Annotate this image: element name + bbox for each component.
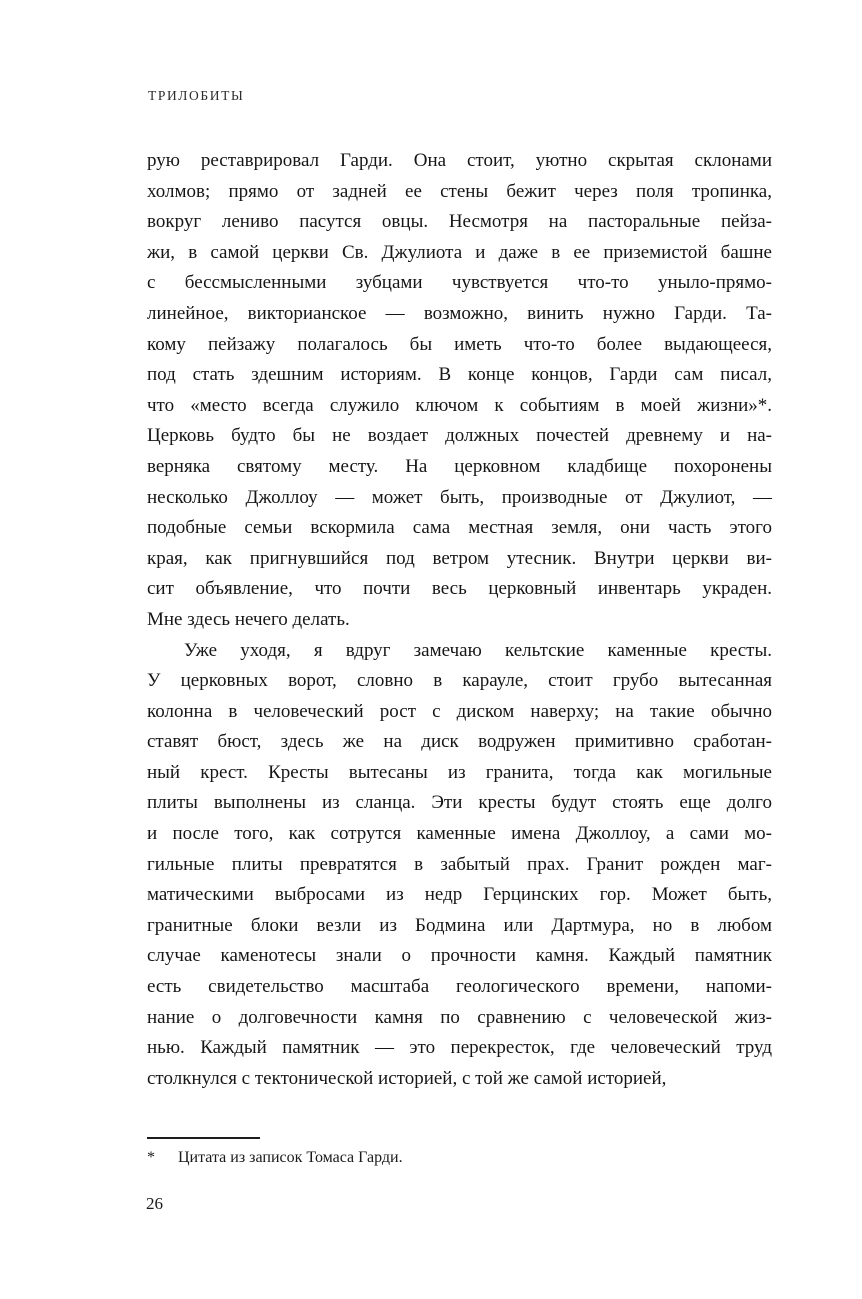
- text-line: Мне здесь нечего делать.: [147, 608, 350, 630]
- text-line: вокруг лениво пасутся овцы. Несмотря на пасторальные пейза-: [147, 211, 772, 233]
- text-line: линейное, викторианское — возможно, винить нужно Гарди. Та-: [147, 302, 772, 324]
- text-line: что «место всегда служило ключом к событиям в моей жизни»*.: [147, 394, 772, 416]
- text-line: кому пейзажу полагалось бы иметь что-то более выдающееся,: [147, 333, 772, 355]
- text-line: плиты выполнены из сланца. Эти кресты будут стоять еще долго: [147, 792, 772, 814]
- text-line: У церковных ворот, словно в карауле, стоит грубо вытесанная: [147, 670, 772, 692]
- text-line: с бессмысленными зубцами чувствуется что-то уныло-прямо-: [147, 272, 772, 294]
- text-line: сит объявление, что почти весь церковный инвентарь украден.: [147, 578, 772, 600]
- text-line: матическими выбросами из недр Герцинских гор. Может быть,: [147, 884, 772, 906]
- page-number: 26: [146, 1194, 163, 1213]
- text-line: рую реставрировал Гарди. Она стоит, уютно скрытая склонами: [147, 150, 772, 171]
- text-line: нью. Каждый памятник — это перекресток, где человеческий труд: [147, 1037, 772, 1059]
- text-line: под стать здешним историям. В конце концов, Гарди сам писал,: [147, 364, 772, 386]
- text-line: гильные плиты превратятся в забытый прах. Гранит рожден маг-: [147, 853, 772, 875]
- footnote-text: Цитата из записок Томаса Гарди.: [178, 1149, 403, 1166]
- text-line: верняка святому месту. На церковном кладбище похоронены: [147, 455, 772, 477]
- text-line: ставят бюст, здесь же на диск водружен примитивно сработан-: [147, 731, 772, 753]
- paragraph: [147, 636, 772, 1095]
- text-line: случае каменотесы знали о прочности камня. Каждый памятник: [147, 945, 772, 967]
- footnote: [147, 1147, 772, 1169]
- text-line: холмов; прямо от задней ее стены бежит через поля тропинка,: [147, 180, 772, 202]
- text-line: гранитные блоки везли из Бодмина или Дартмура, но в любом: [147, 914, 772, 936]
- text-line: Церковь будто бы не воздает должных почестей древнему и на-: [147, 425, 772, 447]
- text-line: края, как пригнувшийся под ветром утесник. Внутри церкви ви-: [147, 547, 772, 569]
- text-line: нание о долговечности камня по сравнению с человеческой жиз-: [147, 1006, 772, 1028]
- text-line: и после того, как сотрутся каменные имена Джоллоу, а сами мо-: [147, 823, 772, 845]
- text-line: столкнулся с тектонической историей, с той же самой историей,: [147, 1067, 667, 1089]
- text-line: есть свидетельство масштаба геологического времени, напоми-: [147, 976, 772, 998]
- paragraph: [147, 146, 772, 636]
- running-header: ТРИЛОБИТЫ: [148, 88, 245, 103]
- text-line: подобные семьи вскормила сама местная земля, они часть этого: [147, 517, 772, 539]
- footnote-divider: [147, 1137, 260, 1139]
- text-line: жи, в самой церкви Св. Джулиота и даже в ее приземистой башне: [147, 241, 772, 263]
- text-line: колонна в человеческий рост с диском наверху; на такие обычно: [147, 700, 772, 722]
- footnote-marker: *: [147, 1149, 155, 1166]
- text-line: ный крест. Кресты вытесаны из гранита, тогда как могильные: [147, 761, 772, 783]
- text-line: несколько Джоллоу — может быть, производные от Джулиот, —: [147, 486, 772, 508]
- body-text: [147, 146, 772, 1094]
- text-line: Уже уходя, я вдруг замечаю кельтские каменные кресты.: [184, 639, 772, 661]
